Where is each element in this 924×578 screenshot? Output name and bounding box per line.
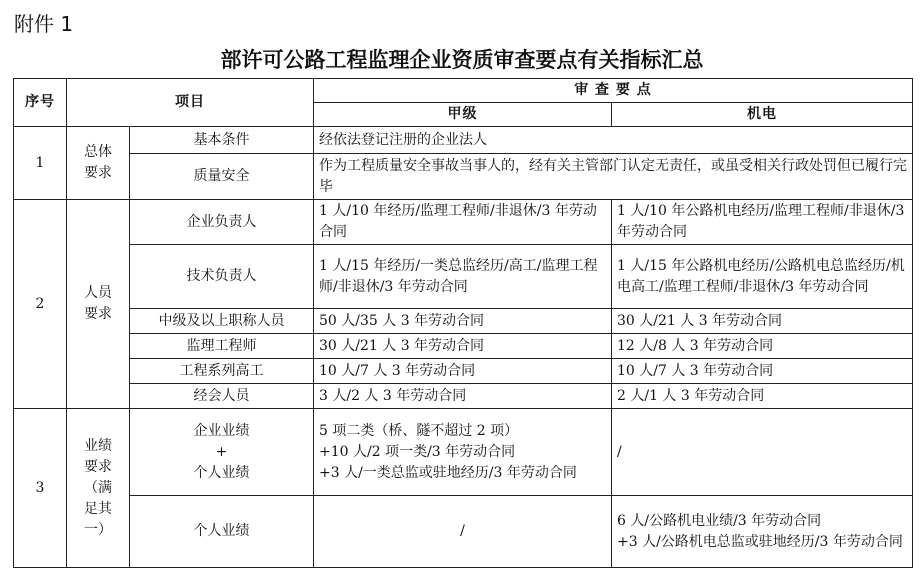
grade-a-cell: 1 人/10 年经历/监理工程师/非退休/3 年劳动合同: [314, 200, 612, 245]
grade-a-cell: 30 人/21 人 3 年劳动合同: [314, 334, 612, 359]
row-seq: 2: [14, 200, 67, 409]
attachment-label: 附件 1: [14, 12, 74, 36]
item-name: 企业负责人: [130, 200, 314, 245]
item-name: 工程系列高工: [130, 359, 314, 384]
item-name: 监理工程师: [130, 334, 314, 359]
row-seq: 3: [14, 409, 67, 568]
header-review-points: 审 查 要 点: [314, 79, 913, 103]
header-grade-a: 甲级: [314, 103, 612, 127]
criteria-cell: 作为工程质量安全事故当事人的，经有关主管部门认定无责任，或虽受相关行政处罚但已履行完毕: [314, 154, 913, 200]
grade-a-cell: 50 人/35 人 3 年劳动合同: [314, 309, 612, 334]
header-seq: 序号: [14, 79, 67, 127]
indicator-table: [13, 78, 913, 568]
document-title: 部许可公路工程监理企业资质审查要点有关指标汇总: [220, 48, 704, 72]
grade-a-cell: 3 人/2 人 3 年劳动合同: [314, 384, 612, 409]
electromech-cell: 12 人/8 人 3 年劳动合同: [612, 334, 913, 359]
grade-a-cell: /: [314, 496, 612, 568]
header-electromech: 机电: [612, 103, 913, 127]
item-name: 中级及以上职称人员: [130, 309, 314, 334]
electromech-cell: 30 人/21 人 3 年劳动合同: [612, 309, 913, 334]
criteria-cell: 经依法登记注册的企业法人: [314, 127, 913, 154]
grade-a-cell: 10 人/7 人 3 年劳动合同: [314, 359, 612, 384]
row-group: 业绩 要求 （满 足其 一）: [67, 409, 130, 568]
electromech-cell: 10 人/7 人 3 年劳动合同: [612, 359, 913, 384]
header-item: 项目: [67, 79, 314, 127]
item-name: 技术负责人: [130, 245, 314, 309]
grade-a-cell: 5 项二类（桥、隧不超过 2 项） +10 人/2 项一类/3 年劳动合同 +3 人/一类总监或驻地经历/3 年劳动合同: [314, 409, 612, 496]
electromech-cell: 2 人/1 人 3 年劳动合同: [612, 384, 913, 409]
electromech-cell: 6 人/公路机电业绩/3 年劳动合同 +3 人/公路机电总监或驻地经历/3 年劳动合同: [612, 496, 913, 568]
row-seq: 1: [14, 127, 67, 200]
item-name: 企业业绩 + 个人业绩: [130, 409, 314, 496]
item-name: 经会人员: [130, 384, 314, 409]
electromech-cell: 1 人/10 年公路机电经历/监理工程师/非退休/3 年劳动合同: [612, 200, 913, 245]
row-group: 人员 要求: [67, 200, 130, 409]
row-group: 总体 要求: [67, 127, 130, 200]
item-name: 质量安全: [130, 154, 314, 200]
electromech-cell: 1 人/15 年公路机电经历/公路机电总监经历/机电高工/监理工程师/非退休/3 年劳动合同: [612, 245, 913, 309]
item-name: 基本条件: [130, 127, 314, 154]
electromech-cell: /: [612, 409, 913, 496]
grade-a-cell: 1 人/15 年经历/一类总监经历/高工/监理工程师/非退休/3 年劳动合同: [314, 245, 612, 309]
item-name: 个人业绩: [130, 496, 314, 568]
